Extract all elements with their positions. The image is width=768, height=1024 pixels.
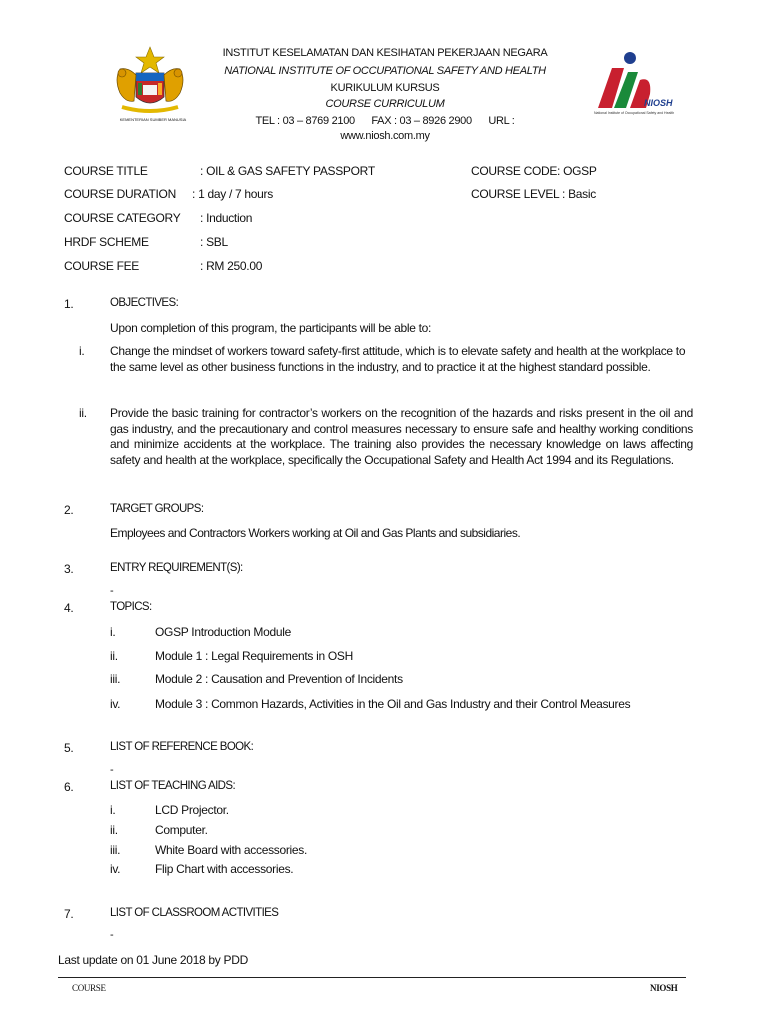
header-line-institute-my: INSTITUT KESELAMATAN DAN KESIHATAN PEKERJAAN NEGARA bbox=[222, 47, 548, 59]
target-groups-text: Employees and Contractors Workers working at Oil and Gas Plants and subsidiaries. bbox=[110, 526, 521, 540]
course-fee-label: COURSE FEE bbox=[64, 259, 140, 273]
course-category-label: COURSE CATEGORY bbox=[64, 211, 181, 225]
teaching-aid-number: ii. bbox=[110, 823, 118, 837]
footer-right: NIOSH bbox=[650, 983, 678, 993]
objective-text: Change the mindset of workers toward safety-first attitude, which is to elevate safety and health at the workplace to the same level as other business functions in the industry, and to practice it at the highest standard possible. bbox=[110, 344, 686, 374]
teaching-aid-number: i. bbox=[110, 803, 116, 817]
section-title-teaching-aids: LIST OF TEACHING AIDS: bbox=[110, 780, 236, 792]
section-number: 4. bbox=[64, 601, 74, 615]
section-number: 2. bbox=[64, 503, 74, 517]
section-title-target-groups: TARGET GROUPS: bbox=[110, 503, 204, 515]
header-line-url: www.niosh.com.my bbox=[340, 130, 430, 142]
section-number: 6. bbox=[64, 780, 74, 794]
objective-number: ii. bbox=[79, 406, 87, 420]
section-number: 7. bbox=[64, 907, 74, 921]
course-title-value: : OIL & GAS SAFETY PASSPORT bbox=[200, 164, 375, 178]
course-duration-label: COURSE DURATION bbox=[64, 187, 176, 201]
teaching-aid-number: iv. bbox=[110, 862, 121, 876]
objective-text: Provide the basic training for contractor’s workers on the recognition of the hazards and risks present in the oil and gas industry, and the precautionary and control measures necessary to ensure safe and healthy working conditions and minimize accidents at the workplace. The training also provides the necessary knowledge on laws affecting safety and health at the workplace, specifically the Occupational Safety and Health Act 1994 and its Regulations. bbox=[110, 406, 693, 467]
entry-requirements-dash: - bbox=[110, 585, 114, 597]
topic-number: i. bbox=[110, 625, 116, 639]
section-title-reference-book: LIST OF REFERENCE BOOK: bbox=[110, 741, 254, 753]
section-number: 1. bbox=[64, 297, 74, 311]
header-line-kurikulum: KURIKULUM KURSUS bbox=[330, 82, 440, 94]
teaching-aid-number: iii. bbox=[110, 843, 121, 857]
section-title-entry-requirements: ENTRY REQUIREMENT(S): bbox=[110, 562, 243, 574]
objective-number: i. bbox=[79, 344, 85, 358]
hrdf-scheme-value: : SBL bbox=[200, 235, 228, 249]
niosh-logo-caption: National Institute of Occupational Safety and Health bbox=[594, 111, 675, 115]
last-update-note: Last update on 01 June 2018 by PDD bbox=[58, 953, 248, 967]
niosh-logo-icon bbox=[590, 50, 690, 114]
header-line-contact: TEL : 03 – 8769 2100 FAX : 03 – 8926 2900 URL : bbox=[255, 115, 515, 127]
teaching-aid-item: LCD Projector. bbox=[155, 803, 229, 817]
teaching-aid-item: Computer. bbox=[155, 823, 208, 837]
left-logo-caption: KEMENTERIAN SUMBER MANUSIA bbox=[119, 117, 187, 122]
course-level: COURSE LEVEL : Basic bbox=[471, 187, 596, 201]
reference-book-dash: - bbox=[110, 764, 114, 776]
topic-number: iv. bbox=[110, 697, 121, 711]
course-code: COURSE CODE: OGSP bbox=[471, 164, 597, 178]
footer-left: COURSE bbox=[72, 983, 106, 993]
header-line-institute-en: NATIONAL INSTITUTE OF OCCUPATIONAL SAFETY AND HEALTH bbox=[224, 65, 546, 77]
classroom-activities-dash: - bbox=[110, 929, 114, 941]
course-duration-value: : 1 day / 7 hours bbox=[192, 187, 273, 201]
section-number: 5. bbox=[64, 741, 74, 755]
header-line-curriculum: COURSE CURRICULUM bbox=[325, 98, 445, 110]
topic-item: OGSP Introduction Module bbox=[155, 625, 291, 639]
topic-item: Module 3 : Common Hazards, Activities in the Oil and Gas Industry and their Control Measures bbox=[155, 697, 631, 711]
teaching-aid-item: White Board with accessories. bbox=[155, 843, 308, 857]
hrdf-scheme-label: HRDF SCHEME bbox=[64, 235, 149, 249]
course-title-label: COURSE TITLE bbox=[64, 164, 148, 178]
section-title-objectives: OBJECTIVES: bbox=[110, 297, 179, 309]
course-category-value: : Induction bbox=[200, 211, 253, 225]
topic-number: ii. bbox=[110, 649, 118, 663]
teaching-aid-item: Flip Chart with accessories. bbox=[155, 862, 294, 876]
footer-divider bbox=[58, 977, 686, 978]
objectives-intro: Upon completion of this program, the participants will be able to: bbox=[110, 321, 432, 335]
niosh-logo-text: NIOSH bbox=[644, 98, 673, 108]
topic-item: Module 1 : Legal Requirements in OSH bbox=[155, 649, 353, 663]
topic-number: iii. bbox=[110, 672, 121, 686]
niosh-logo bbox=[590, 50, 690, 122]
section-number: 3. bbox=[64, 562, 74, 576]
course-fee-value: : RM 250.00 bbox=[200, 259, 263, 273]
section-title-classroom-activities: LIST OF CLASSROOM ACTIVITIES bbox=[110, 907, 279, 919]
section-title-topics: TOPICS: bbox=[110, 601, 152, 613]
topic-item: Module 2 : Causation and Prevention of Incidents bbox=[155, 672, 403, 686]
